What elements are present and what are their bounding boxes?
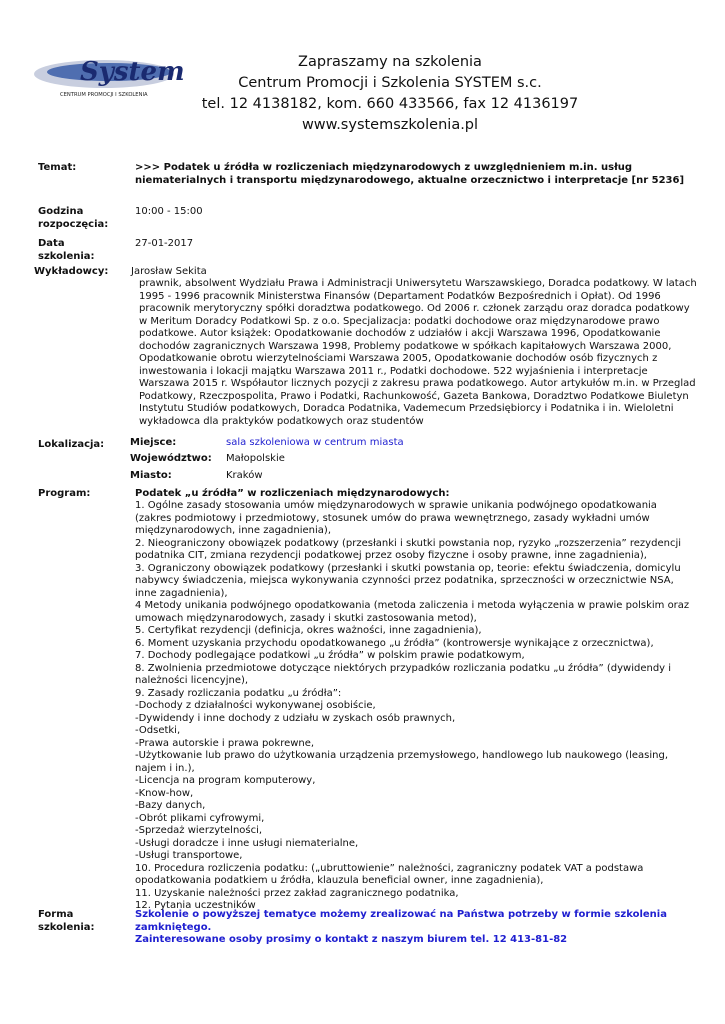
course-date: 27-01-2017 [135,238,194,249]
header-contact [190,52,590,136]
label-forma-1: Forma [38,909,74,920]
lecturer-bio: prawnik, absolwent Wydziału Prawa i Administracji Uniwersytetu Warszawskiego, Doradca podatkowy. W latach 1995 - 1996 pracownik Ministerstwa Finansów (Departament Podatków Bezpośrednich i Opłat). Od 1996 pracownik merytoryczny spółki doradztwa podatkowego. Od 2006 r. członek zarządu oraz doradca podatkowy w Meritum Doradcy Podatkowi Sp. z o.o. Specjalizacja: podatki dochodowe oraz międzynarodowe prawo podatkowe. Autor książek: Opodatkowanie dochodów z udziałów i akcji Warszawa 1996, Opodatkowanie dochodów zagranicznych Warszawa 1998, Problemy podatkowe w spółkach kapitałowych Warszawa 2000, Opodatkowanie obrotu wierzytelnościami Warszawa 2005, Opodatkowanie dochodów osób fizycznych z inwestowania i lokacji majątku Warszawa 2011 r., Podatki dochodowe. 522 wyjaśnienia i interpretacje Warszawa 2015 r. Współautor licznych pozycji z zakresu prawa podatkowego. Autor artykułów m.in. w Przeglad Podatkowy, Rzeczpospolita, Prawo i Podatki, Rachunkowość, Gazeta Bankowa, Doradztwo Podatkowe Biuletyn Instytutu Studiów podatkowych, Doradca Podatnika, Vademecum Przedsiębiorcy i Podatnika i in. Wieloletni wykładowca dla praktyków podatkowych oraz studentów [139,278,697,427]
program-item: 5. Certyfikat rezydencji (definicja, okres ważności, inne zagadnienia), [135,625,482,636]
program-item: 9. Zasady rozliczania podatku „u źródła”: [135,687,342,699]
program-item: 12. Pytania uczestników [135,900,256,911]
start-time: 10:00 - 15:00 [135,206,203,217]
program-item: 2. Nieograniczony obowiązek podatkowy (przesłanki i skutki powstania nop, ryzyko „rozszerzenia” rezydencji podatnika CIT, zmiana rezydencji podatkowej przez osoby fizyczne i osoby prawne, inne zagadnienia), [135,537,681,561]
lecturer-name: Jarosław Sekita [131,266,207,277]
logo-subtitle: CENTRUM PROMOCJI I SZKOLENIA [60,92,148,98]
program-item: 8. Zwolnienia przedmiotowe dotyczące niektórych przypadków rozliczania podatku „u źródła” (dywidendy i należności licencyjne), [135,662,672,686]
program-item: 4 Metody unikania podwójnego opodatkowania (metoda zaliczenia i metoda wyłączenia w prawie polskim oraz umowach międzynarodowych, zasady i skutki zastosowania metod), [135,600,690,624]
header-phone: tel. 12 4138182, kom. 660 433566, fax 12 4136197 [201,96,579,112]
training-form-note [135,909,695,947]
label-data-2: szkolenia: [38,250,95,262]
venue-link[interactable]: sala szkoleniowa w centrum miasta [226,437,404,448]
program-item: 10. Procedura rozliczenia podatku: („ubruttowienie” należności, zagraniczny podatek VAT a podstawa opodatkowania podatkiem u źródła, klauzula beneficial owner, inne zagadnienia), [135,862,644,886]
company-logo [34,50,184,102]
header-invite: Zapraszamy na szkolenia [298,54,482,70]
program-item: -Użytkowanie lub prawo do użytkowania urządzenia przemysłowego, handlowego lub naukowego (leasing, najem i in.), [135,750,669,774]
label-lokalizacja: Lokalizacja: [38,439,105,450]
program-item: 6. Moment uzyskania przychodu opodatkowanego „u źródła” (kontrowersje wynikające z orzecznictwa), [135,637,654,649]
header-company: Centrum Promocji i Szkolenia SYSTEM s.c. [238,75,542,91]
label-forma [38,909,95,934]
program-item: -Know-how, [135,787,194,799]
program-item: -Usługi transportowe, [135,850,243,861]
course-topic: >>> Podatek u źródła w rozliczeniach międzynarodowych z uwzględnieniem m.in. usług niematerialnych i transportu międzynarodowego, aktualne orzecznictwo i interpretacje [nr 5236] [135,162,685,186]
program-item: -Odsetki, [135,725,181,736]
program-item: -Prawa autorskie i prawa pokrewne, [135,737,315,749]
label-forma-2: szkolenia: [38,921,95,933]
program-item: -Sprzedaż wierzytelności, [135,825,263,836]
location-city-label: Miasto: [130,470,172,481]
label-wykladowcy: Wykładowcy: [34,266,109,277]
label-program: Program: [38,488,91,499]
label-temat: Temat: [38,162,77,173]
program-item: 1. Ogólne zasady stosowania umów międzynarodowych w sprawie unikania podwójnego opodatkowania (zakres podmiotowy i przedmiotowy, stosunek umów do prawa wewnętrznego, zasady wykładni umów międzynarodowych, inne zagadnienia), [135,500,657,536]
location-place-label: Miejsce: [130,437,177,448]
header-website[interactable]: www.systemszkolenia.pl [301,117,479,133]
program-item: -Dywidendy i inne dochody z udziału w zyskach osób prawnych, [135,712,456,724]
label-godzina [38,206,108,231]
program-item: 7. Dochody podlegające podatkowi „u źródła” w polskim prawie podatkowym, [135,650,525,661]
contact-note: Zainteresowane osoby prosimy o kontakt z naszym biurem tel. 12 413-81-82 [135,934,568,945]
program-title: Podatek „u źródła” w rozliczeniach międzynarodowych: [135,488,450,499]
label-godzina-2: rozpoczęcia: [38,218,109,230]
program-item: 3. Ograniczony obowiązek podatkowy (przesłanki i skutki powstania op, teorie: efektu świadczenia, domicylu nabywcy świadczenia, miejsca wykonywania czynności przez podatnika, sprzeczności w orzecznictwie NSA, inne zagadnienia), [135,562,681,599]
label-godzina-1: Godzina [38,206,84,217]
program-item: -Licencja na program komputerowy, [135,775,316,786]
location-region-value: Małopolskie [226,453,285,464]
program-item: -Obrót plikami cyfrowymi, [135,812,265,824]
label-data-1: Data [38,238,65,249]
logo-text: System [80,57,184,87]
closed-training-offer: Szkolenie o powyższej tematyce możemy zrealizować na Państwa potrzeby w formie szkolenia zamkniętego. [135,909,667,933]
program-item: -Dochody z działalności wykonywanej osobiście, [135,700,376,711]
program-item: -Usługi doradcze i inne usługi niematerialne, [135,837,359,849]
program-item: -Bazy danych, [135,800,206,811]
program-item: 11. Uzyskanie należności przez zakład zagranicznego podatnika, [135,887,459,899]
location-place-link[interactable] [226,437,404,448]
location-region-label: Województwo: [130,453,212,464]
program-list [135,500,695,913]
label-data [38,238,95,263]
location-city-value: Kraków [226,470,263,481]
